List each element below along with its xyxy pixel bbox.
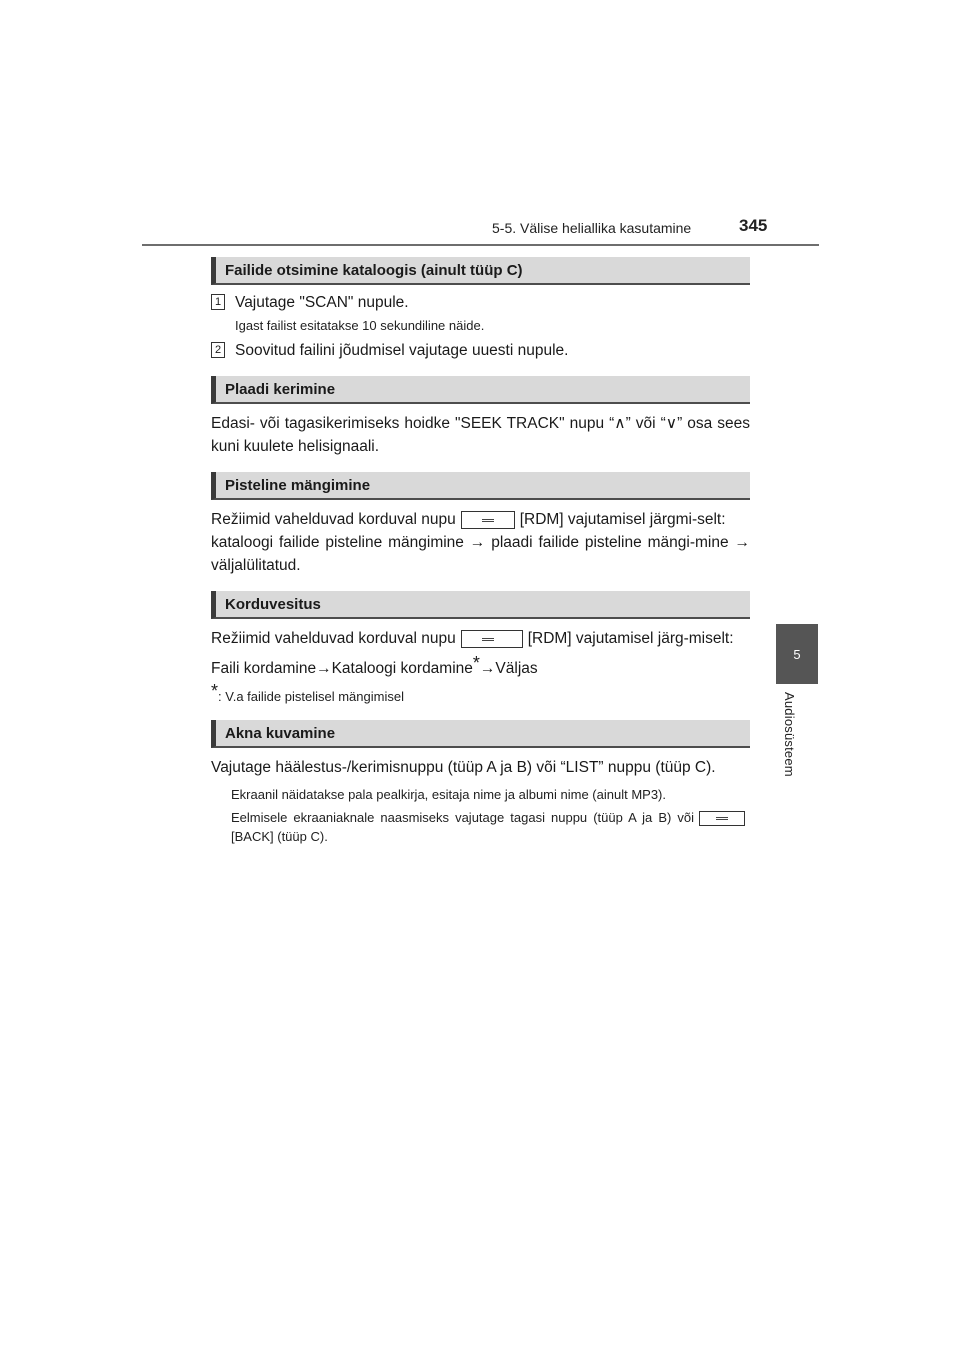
section-heading-seek: Plaadi kerimine (211, 376, 750, 404)
random-text-before: Režiimid vahelduvad korduval nupu (211, 511, 456, 528)
step-1-note: Igast failist esitatakse 10 sekundiline näide. (235, 318, 485, 333)
rdm-button-icon (461, 630, 523, 648)
section-heading-display: Akna kuvamine (211, 720, 750, 748)
page-number: 345 (739, 216, 768, 235)
display-note-2 (211, 808, 750, 846)
display-note-1: Ekraanil näidatakse pala pealkirja, esitaja nime ja albumi nime (ainult MP3). (231, 787, 666, 802)
chapter-title: Audiosüsteem (782, 692, 797, 777)
random-modes-text: kataloogi failide pisteline mängimine → plaadi failide pisteline mängi-mine → väljalülitatud. (211, 534, 750, 574)
step-2 (211, 339, 750, 362)
step-1-text: Vajutage "SCAN" nupule. (235, 294, 409, 311)
seek-text: Edasi- või tagasikerimiseks hoidke "SEEK TRACK" nupu “∧” või “∨” osa sees kuni kuulete helisignaali. (211, 415, 750, 455)
repeat-modes-b: →Väljas (479, 660, 538, 677)
repeat-modes-text (211, 652, 750, 680)
page-header (0, 0, 960, 250)
chapter-tab: 5 (776, 624, 818, 684)
footnote-marker: * (472, 653, 480, 673)
random-text (211, 508, 750, 531)
step-number-1: 1 (211, 294, 225, 310)
footnote-text: : V.a failide pistelisel mängimisel (218, 689, 404, 704)
step-number-2: 2 (211, 342, 225, 358)
display-note-2-after: [BACK] (tüüp C). (231, 829, 328, 844)
random-text-after: [RDM] vajutamisel järgmi-selt: (519, 511, 726, 528)
repeat-text-before: Režiimid vahelduvad korduval nupu (211, 630, 456, 647)
section-heading-random: Pisteline mängimine (211, 472, 750, 500)
step-1 (211, 291, 750, 335)
repeat-modes-a: Faili kordamine→Kataloogi kordamine (211, 660, 473, 677)
repeat-footnote (211, 682, 750, 706)
footnote-marker: * (211, 681, 219, 701)
running-section-title: 5-5. Välise heliallika kasutamine (492, 220, 692, 236)
display-note-2-before: Eelmisele ekraaniaknale naasmiseks vajutage tagasi nuppu (tüüp A ja B) või (231, 810, 694, 825)
step-2-text: Soovitud failini jõudmisel vajutage uuesti nupule. (235, 342, 569, 359)
repeat-text-after: [RDM] vajutamisel järg-miselt: (527, 630, 734, 647)
repeat-text (211, 627, 750, 650)
back-button-icon (699, 811, 745, 826)
section-heading-scan: Failide otsimine kataloogis (ainult tüüp C) (211, 257, 750, 285)
page-content (211, 257, 750, 846)
header-divider (142, 244, 819, 246)
rdm-button-icon (461, 511, 515, 529)
section-heading-repeat: Korduvesitus (211, 591, 750, 619)
display-text: Vajutage häälestus-/kerimisnuppu (tüüp A ja B) või “LIST” nuppu (tüüp C). (211, 759, 716, 776)
